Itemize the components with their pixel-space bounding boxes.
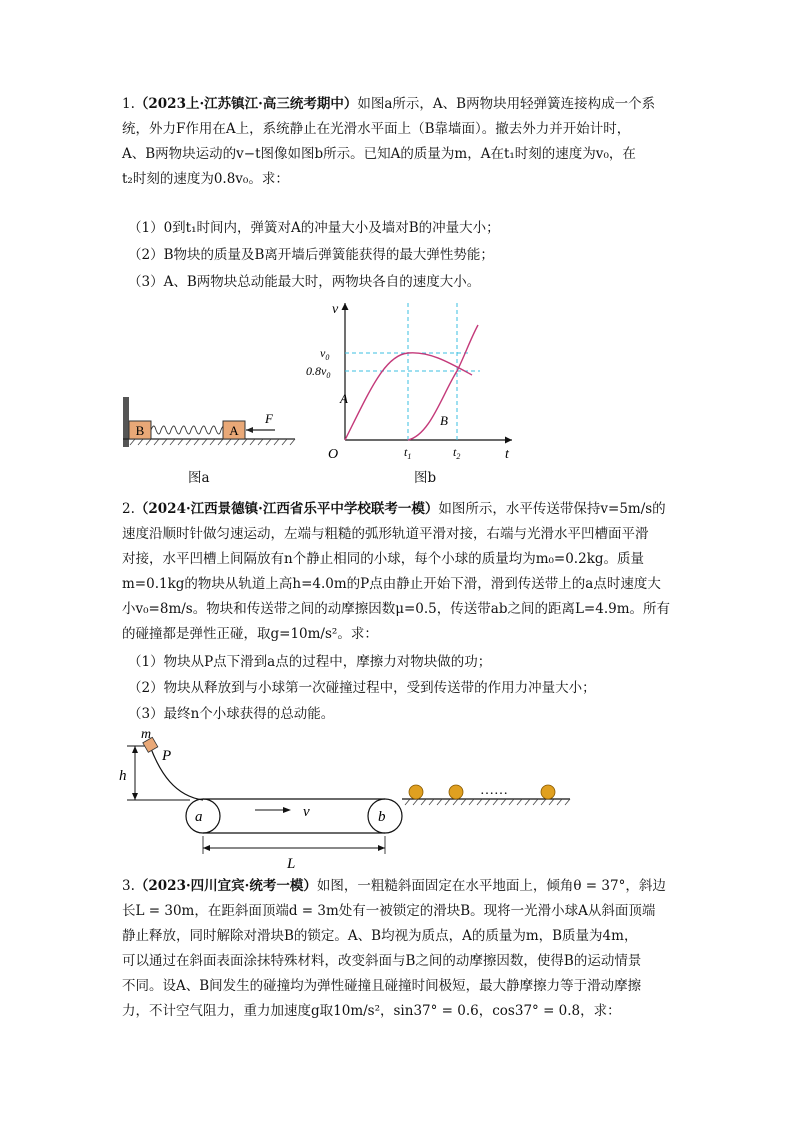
curve-b-label: B [440,413,448,428]
t1-label: $t_1$ [404,445,412,461]
t-axis-label: t [505,447,509,462]
q3-line3: 静止释放，同时解除对滑块B的锁定。A、B均视为质点，A的质量为m，B质量为4m， [122,928,638,944]
groove-hatch [405,799,570,805]
q2-figure [115,728,575,873]
q3-line4: 可以通过在斜面表面涂抹特殊材料，改变斜面与B之间的动摩擦因数，使得B的运动情景 [122,953,642,969]
ball-2 [449,785,463,799]
q1-source-tag: （2023上·江苏镇江·高三统考期中） [134,96,358,112]
q1-figure-b-caption: 图b [414,470,437,486]
q3-line6: 力，不计空气阻力，重力加速度g取10m/s²，sin37° = 0.6，cos37° = 0.8，求： [122,1003,621,1019]
q3-stem [122,874,682,1024]
velocity-label: v [303,804,310,820]
q2-line5: 小v₀=8m/s。物块和传送带之间的动摩擦因数μ=0.5，传送带ab之间的距离L=4.9m。所有 [122,601,671,617]
v0-label: $v_0$ [320,346,330,362]
q1-line2: 统，外力F作用在A上，系统静止在光滑水平面上（B靠墙面）。撤去外力并开始计时， [122,121,631,137]
q1-stem [122,92,682,192]
q2-line3: 对接，水平凹槽上间隔放有n个静止相同的小球，每个小球的质量均为m₀=0.2kg。质量 [122,551,645,567]
q3-line1: 3.（2023·四川宜宾·统考一模）如图，一粗糙斜面固定在水平地面上，倾角θ = 37°，斜边 [122,878,666,894]
origin-label: O [328,447,339,462]
ball-n [541,785,555,799]
q1-figure-a [115,385,300,460]
block-b-label: B [135,423,145,438]
q1-line1: 1.（2023上·江苏镇江·高三统考期中）如图a所示，A、B两物块用轻弹簧连接构成一个系 [122,96,656,112]
q1-number: 1. [122,96,135,112]
height-label: h [119,768,127,784]
q2-line2: 速度沿顺时针做匀速运动，左端与粗糙的弧形轨道平滑对接，右端与光滑水平凹槽面平滑 [122,526,649,542]
q2-line6: 的碰撞都是弹性正碰，取g=10m/s²。求： [122,626,378,642]
v08-label: $0.8v_0$ [306,364,331,380]
q3-source-tag: （2023·四川宜宾·统考一模） [134,878,317,894]
length-label: L [287,856,296,872]
curved-track [150,746,203,800]
ground-hatch [130,439,295,445]
pulley-a [186,799,220,833]
v-axis-label: v [332,302,339,317]
q3-line5: 不同。设A、B间发生的碰撞均为弹性碰撞且碰撞时间极短，最大静摩擦力等于滑动摩擦 [122,978,642,994]
point-p-label: P [162,748,172,764]
q1-subquestion-1: （1）0到t₁时间内，弹簧对A的冲量大小及墙对B的冲量大小； [128,220,500,236]
curve-a-label: A [340,391,348,406]
q1-figure-a-caption: 图a [188,470,210,486]
t2-label: $t_2$ [453,445,461,461]
q2-source-tag: （2024·江西景德镇·江西省乐平中学校联考一模） [134,501,439,517]
q1-figure-b [300,295,520,475]
force-label: F [265,411,273,426]
q3-line2: 长L = 30m，在距斜面顶端d = 3m处有一被锁定的滑块B。现将一光滑小球A从斜面顶端 [122,903,656,919]
force-arrowhead [246,427,253,433]
pulley-b-label: b [378,809,386,825]
balls-ellipsis: …… [480,783,508,798]
q2-subquestion-2: （2）物块从释放到与小球第一次碰撞过程中，受到传送带的作用力冲量大小； [128,680,596,696]
q2-number: 2. [122,501,135,517]
q2-subquestion-1: （1）物块从P点下滑到a点的过程中，摩擦力对物块做的功； [128,654,492,670]
mass-label: m [141,728,152,742]
block-a-label: A [229,423,239,438]
q2-line1: 2.（2024·江西景德镇·江西省乐平中学校联考一模）如图所示，水平传送带保持v=5m/s的 [122,501,666,517]
q1-line4: t₂时刻的速度为0.8v₀。求： [122,171,289,187]
q2-stem [122,497,682,647]
q2-subquestion-3: （3）最终n个小球获得的总动能。 [128,706,335,722]
q3-number: 3. [122,878,135,894]
pulley-a-label: a [195,809,203,825]
q1-subquestion-3: （3）A、B两物块总动能最大时，两物块各自的速度大小。 [128,274,481,290]
q2-line4: m=0.1kg的物块从轨道上高h=4.0m的P点由静止开始下滑，滑到传送带上的a点时速度大 [122,576,661,592]
ball-1 [409,785,423,799]
q1-subquestion-2: （2）B物块的质量及B离开墙后弹簧能获得的最大弹性势能； [128,247,494,263]
q1-line3: A、B两物块运动的v−t图像如图b所示。已知A的质量为m，A在t₁时刻的速度为v₀，在 [122,146,636,162]
